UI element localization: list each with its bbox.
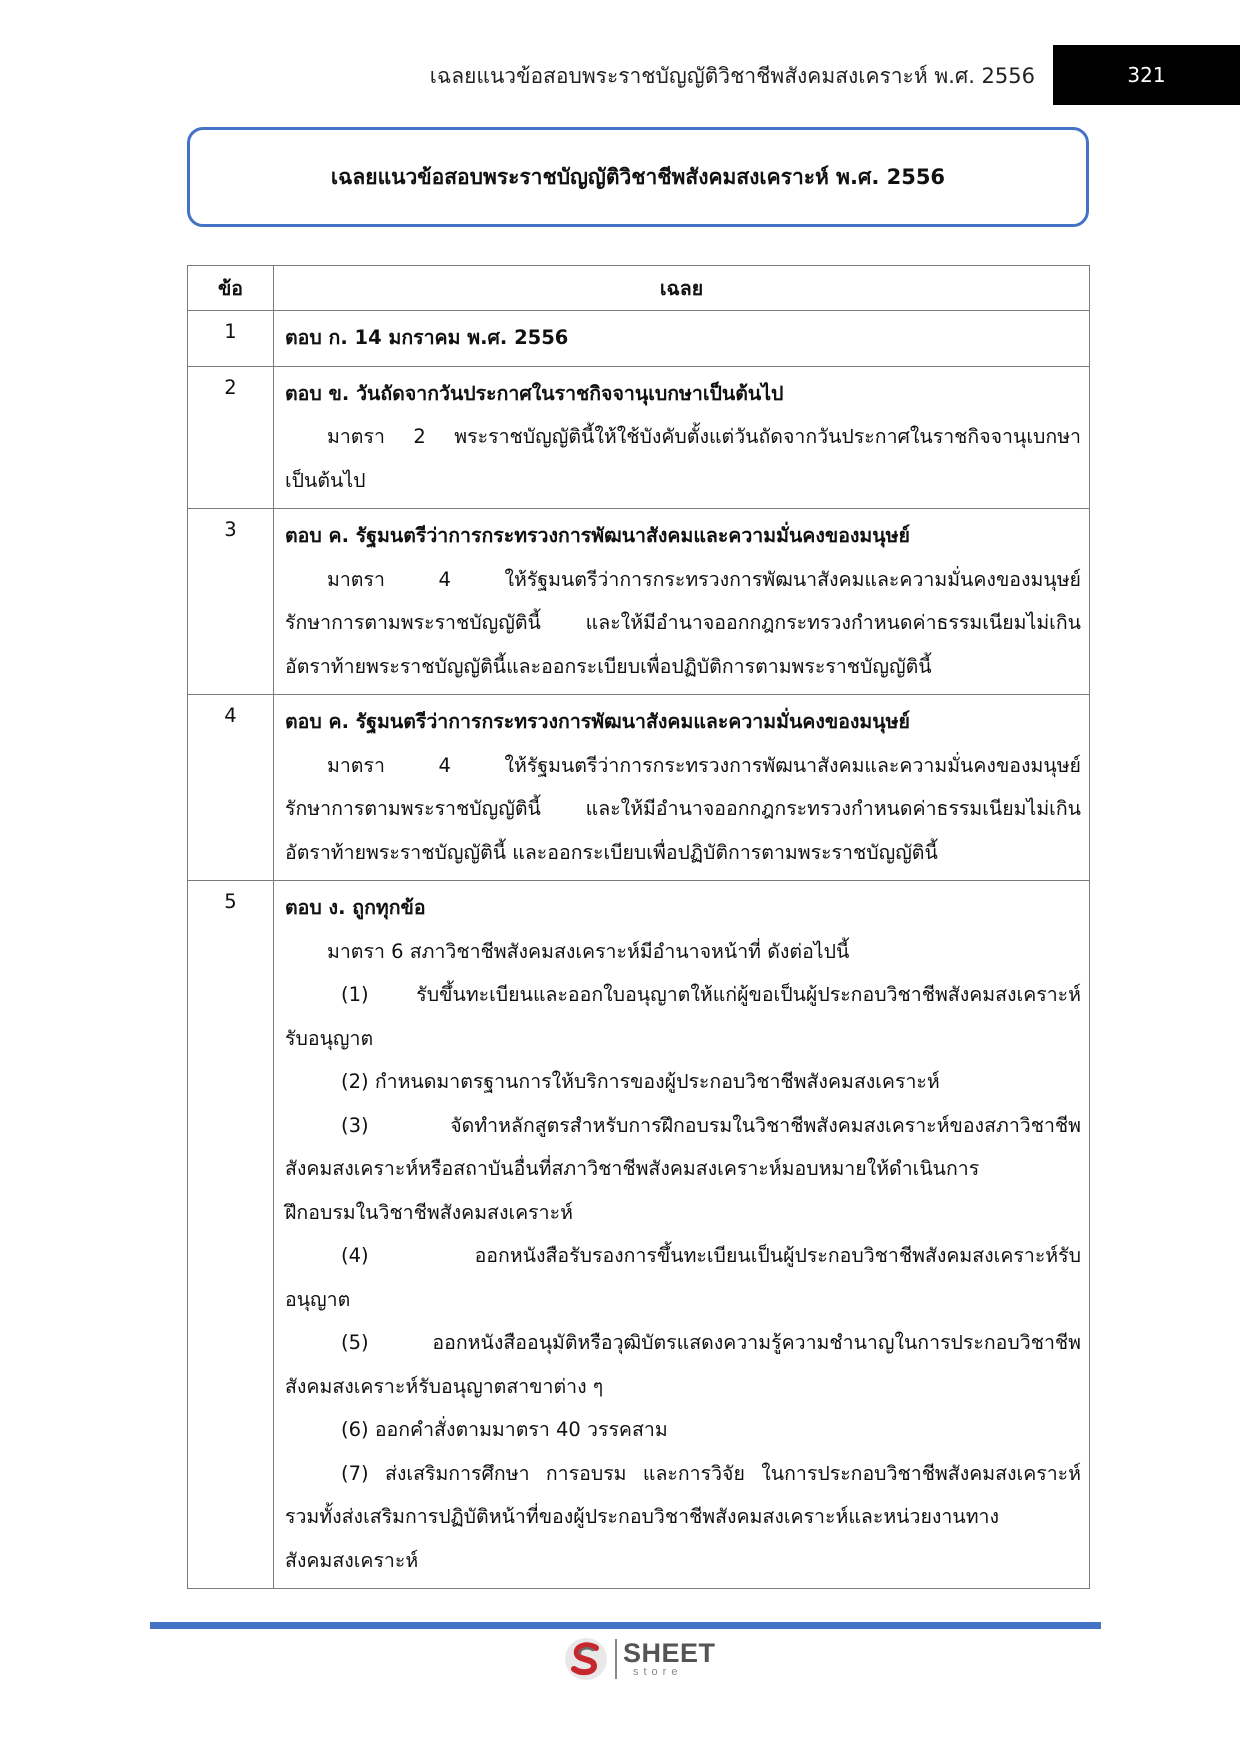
answer-cell bbox=[274, 366, 1090, 509]
page-number: 321 bbox=[1053, 45, 1240, 105]
explanation-line: (4) ออกหนังสือรับรองการขึ้นทะเบียนเป็นผู้ประกอบวิชาชีพสังคมสงเคราะห์รับ bbox=[341, 1244, 1081, 1267]
sheet-store-logo bbox=[563, 1636, 716, 1682]
header-no: ข้อ bbox=[188, 266, 274, 311]
table-header-row bbox=[188, 266, 1090, 311]
explanation-line: รักษาการตามพระราชบัญญัตินี้ และให้มีอำนาจออกกฎกระทรวงกำหนดค่าธรรมเนียมไม่เกิน bbox=[285, 611, 1081, 634]
logo-word: SHEET bbox=[623, 1638, 716, 1668]
explanation-line: (3) จัดทำหลักสูตรสำหรับการฝึกอบรมในวิชาชีพสังคมสงเคราะห์ของสภาวิชาชีพ bbox=[341, 1113, 1081, 1137]
logo-text bbox=[623, 1640, 716, 1678]
answer-heading: ตอบ ค. รัฐมนตรีว่าการกระทรวงการพัฒนาสังคมและความมั่นคงของมนุษย์ bbox=[285, 524, 910, 547]
explanation-line: (5) ออกหนังสืออนุมัติหรือวุฒิบัตรแสดงความรู้ความชำนาญในการประกอบวิชาชีพ bbox=[341, 1331, 1081, 1354]
answer-heading: ตอบ ค. รัฐมนตรีว่าการกระทรวงการพัฒนาสังคมและความมั่นคงของมนุษย์ bbox=[285, 710, 910, 733]
logo-subword: store bbox=[633, 1666, 683, 1678]
row-number: 1 bbox=[188, 311, 274, 367]
row-number: 4 bbox=[188, 695, 274, 881]
explanation-line: (7) ส่งเสริมการศึกษา การอบรม และการวิจัย ในการประกอบวิชาชีพสังคมสงเคราะห์ bbox=[341, 1461, 1081, 1485]
table-row bbox=[188, 509, 1090, 695]
explanation-line: ฝึกอบรมในวิชาชีพสังคมสงเคราะห์ bbox=[285, 1200, 573, 1224]
explanation-line: สังคมสงเคราะห์ bbox=[285, 1548, 419, 1572]
explanation-line: อนุญาต bbox=[285, 1287, 351, 1311]
row-number: 5 bbox=[188, 881, 274, 1589]
row-number: 3 bbox=[188, 509, 274, 695]
title-text: เฉลยแนวข้อสอบพระราชบัญญัติวิชาชีพสังคมสงเคราะห์ พ.ศ. 2556 bbox=[330, 164, 946, 189]
explanation-line: สังคมสงเคราะห์รับอนุญาตสาขาต่าง ๆ bbox=[285, 1374, 604, 1398]
running-header-title: เฉลยแนวข้อสอบพระราชบัญญัติวิชาชีพสังคมสงเคราะห์ พ.ศ. 2556 bbox=[429, 64, 1035, 88]
explanation-line: มาตรา 4 ให้รัฐมนตรีว่าการกระทรวงการพัฒนาสังคมและความมั่นคงของมนุษย์ bbox=[327, 753, 1081, 777]
explanation-line: มาตรา 4 ให้รัฐมนตรีว่าการกระทรวงการพัฒนาสังคมและความมั่นคงของมนุษย์ bbox=[327, 567, 1081, 591]
row-number: 2 bbox=[188, 366, 274, 509]
table-row bbox=[188, 366, 1090, 509]
explanation-line: รักษาการตามพระราชบัญญัตินี้ และให้มีอำนาจออกกฎกระทรวงกำหนดค่าธรรมเนียมไม่เกิน bbox=[285, 797, 1081, 820]
explanation-line: รับอนุญาต bbox=[285, 1026, 374, 1050]
answer-heading: ตอบ ง. ถูกทุกข้อ bbox=[285, 896, 426, 919]
explanation-line: (2) กำหนดมาตรฐานการให้บริการของผู้ประกอบวิชาชีพสังคมสงเคราะห์ bbox=[341, 1070, 940, 1093]
logo-divider bbox=[615, 1639, 617, 1679]
answer-cell bbox=[274, 881, 1090, 1589]
explanation-line: อัตราท้ายพระราชบัญญัตินี้และออกระเบียบเพื่อปฏิบัติการตามพระราชบัญญัตินี้ bbox=[285, 654, 932, 678]
explanation-line: สังคมสงเคราะห์หรือสถาบันอื่นที่สภาวิชาชีพสังคมสงเคราะห์มอบหมายให้ดำเนินการ bbox=[285, 1157, 980, 1180]
explanation-line: เป็นต้นไป bbox=[285, 468, 366, 492]
sheet-store-logo-icon bbox=[563, 1636, 609, 1682]
table-row bbox=[188, 695, 1090, 881]
explanation-line: (1) รับขึ้นทะเบียนและออกใบอนุญาตให้แก่ผู้ขอเป็นผู้ประกอบวิชาชีพสังคมสงเคราะห์ bbox=[341, 983, 1081, 1006]
answer-table bbox=[187, 265, 1090, 1589]
explanation-line: มาตรา 2 พระราชบัญญัตินี้ให้ใช้บังคับตั้งแต่วันถัดจากวันประกาศในราชกิจจานุเบกษา bbox=[327, 425, 1081, 448]
table-row bbox=[188, 881, 1090, 1589]
header-answer: เฉลย bbox=[274, 266, 1090, 311]
table-row bbox=[188, 311, 1090, 367]
title-box bbox=[187, 127, 1089, 227]
answer-cell bbox=[274, 695, 1090, 881]
answer-cell bbox=[274, 311, 1090, 367]
explanation-line: อัตราท้ายพระราชบัญญัตินี้ และออกระเบียบเพื่อปฏิบัติการตามพระราชบัญญัตินี้ bbox=[285, 840, 938, 864]
answer-cell bbox=[274, 509, 1090, 695]
answer-heading: ตอบ ก. 14 มกราคม พ.ศ. 2556 bbox=[285, 326, 569, 349]
explanation-line: มาตรา 6 สภาวิชาชีพสังคมสงเคราะห์มีอำนาจหน้าที่ ดังต่อไปนี้ bbox=[327, 939, 850, 963]
explanation-line: (6) ออกคำสั่งตามมาตรา 40 วรรคสาม bbox=[341, 1418, 668, 1441]
footer-rule bbox=[150, 1622, 1101, 1629]
explanation-line: รวมทั้งส่งเสริมการปฏิบัติหน้าที่ของผู้ประกอบวิชาชีพสังคมสงเคราะห์และหน่วยงานทาง bbox=[285, 1505, 1000, 1528]
answer-heading: ตอบ ข. วันถัดจากวันประกาศในราชกิจจานุเบกษาเป็นต้นไป bbox=[285, 381, 784, 405]
